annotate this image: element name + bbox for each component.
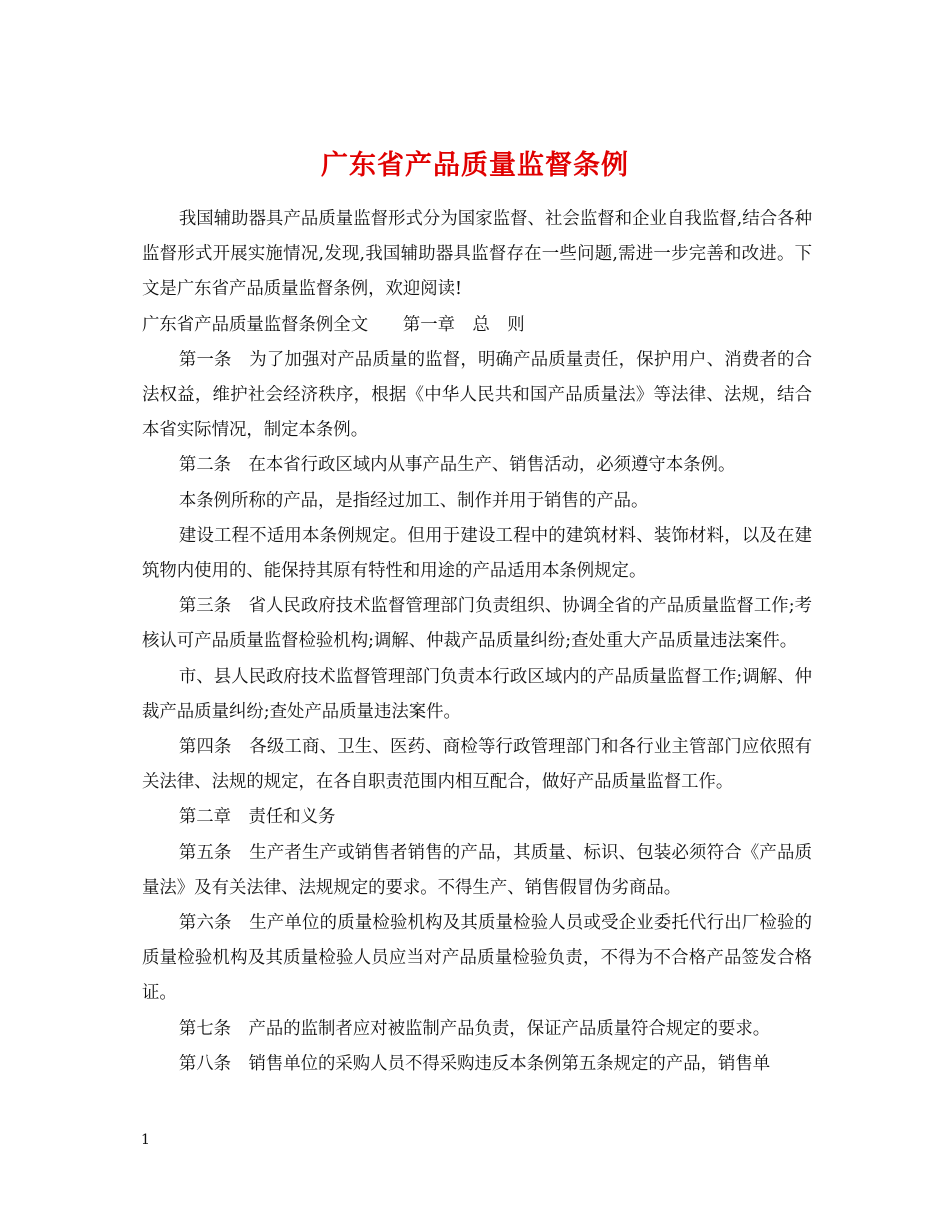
document-title: 广东省产品质量监督条例: [321, 150, 629, 182]
paragraph: 第五条 生产者生产或销售者销售的产品，其质量、标识、包装必须符合《产品质量法》及有关法律、法规规定的要求。不得生产、销售假冒伪劣商品。: [142, 842, 812, 898]
paragraph: 我国辅助器具产品质量监督形式分为国家监督、社会监督和企业自我监督,结合各种监督形式开展实施情况,发现,我国辅助器具监督存在一些问题,需进一步完善和改进。下文是广东省产品质量监督条例，欢迎阅读!: [142, 209, 812, 300]
paragraph: 本条例所称的产品，是指经过加工、制作并用于销售的产品。: [178, 490, 649, 511]
paragraph: 第二条 在本省行政区域内从事产品生产、销售活动，必须遵守本条例。: [178, 455, 736, 476]
document-body: [142, 202, 812, 1082]
paragraph: 第一条 为了加强对产品质量的监督，明确产品质量责任，保护用户、消费者的合法权益，维护社会经济秩序，根据《中华人民共和国产品质量法》等法律、法规，结合本省实际情况，制定本条例。: [142, 349, 812, 441]
paragraph: 市、县人民政府技术监督管理部门负责本行政区域内的产品质量监督工作;调解、仲裁产品质量纠纷;查处产品质量违法案件。: [142, 666, 812, 722]
paragraph: 广东省产品质量监督条例全文 第一章 总 则: [142, 314, 525, 335]
paragraph: 第六条 生产单位的质量检验机构及其质量检验人员或受企业委托代行出厂检验的质量检验机构及其质量检验人员应当对产品质量检验负责，不得为不合格产品签发合格证。: [142, 913, 812, 1004]
paragraph: 第四条 各级工商、卫生、医药、商检等行政管理部门和各行业主管部门应依照有关法律、法规的规定，在各自职责范围内相互配合，做好产品质量监督工作。: [142, 737, 812, 793]
paragraph: 第七条 产品的监制者应对被监制产品负责，保证产品质量符合规定的要求。: [178, 1018, 771, 1039]
paragraph: 第八条 销售单位的采购人员不得采购违反本条例第五条规定的产品，销售单: [178, 1053, 771, 1074]
paragraph: 第二章 责任和义务: [178, 807, 336, 828]
paragraph: 建设工程不适用本条例规定。但用于建设工程中的建筑材料、装饰材料，以及在建筑物内使用的、能保持其原有特性和用途的产品适用本条例规定。: [142, 525, 812, 582]
paragraph: 第三条 省人民政府技术监督管理部门负责组织、协调全省的产品质量监督工作;考核认可产品质量监督检验机构;调解、仲裁产品质量纠纷;查处重大产品质量违法案件。: [142, 596, 812, 652]
page-number: 1: [141, 1132, 150, 1148]
